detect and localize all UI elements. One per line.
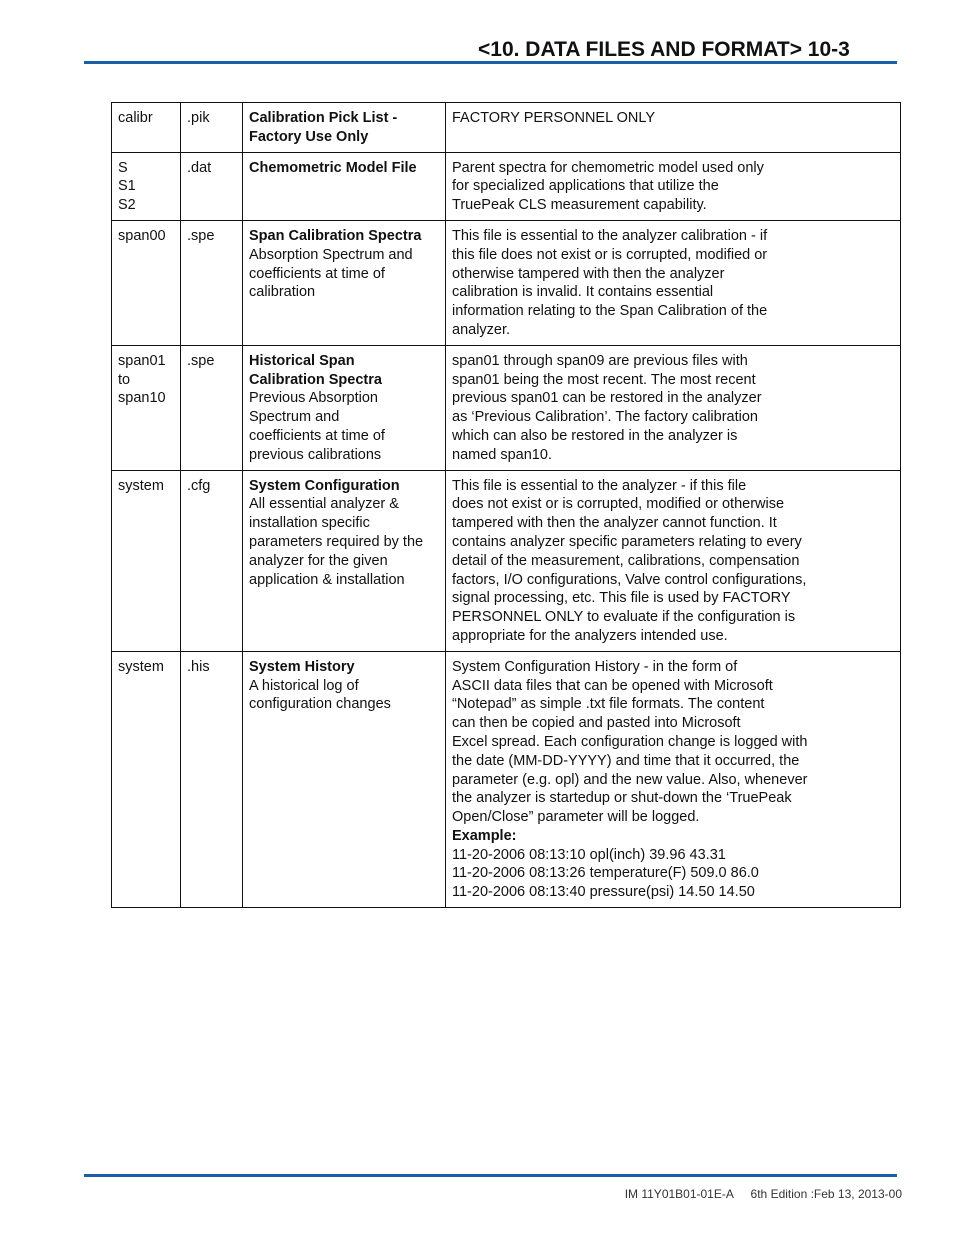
text-line: System Configuration History - in the form of (452, 658, 738, 675)
text-line: calibr (118, 110, 153, 126)
table-row (112, 103, 901, 153)
cell-extension (181, 103, 243, 153)
text-line: system (118, 658, 164, 675)
data-files-table (111, 102, 901, 908)
cell-details (446, 345, 901, 470)
text-line: does not exist or is corrupted, modified or otherwise (452, 496, 785, 513)
cell-filename (112, 651, 181, 907)
text-line: coefficients at time of (249, 427, 385, 444)
text-line: Chemometric Model File (249, 159, 417, 176)
cell-extension (181, 152, 243, 220)
text-line: ASCII data files that can be opened with Microsoft (452, 677, 773, 694)
text-line: Calibration Pick List - (249, 110, 398, 126)
extension-text: .spe (187, 352, 215, 369)
extension-text: .dat (187, 159, 212, 176)
table-row (112, 152, 901, 220)
text-line: as ‘Previous Calibration’. The factory calibration (452, 409, 758, 426)
cell-filename (112, 103, 181, 153)
cell-description (243, 220, 446, 345)
text-line: Spectrum and (249, 409, 340, 426)
text-line: configuration changes (249, 696, 391, 713)
cell-details (446, 220, 901, 345)
text-line: This file is essential to the analyzer - if this file (452, 477, 747, 494)
text-line: previous calibrations (249, 446, 382, 463)
text-line: appropriate for the analyzers intended use. (452, 627, 728, 644)
extension-text: .pik (187, 110, 210, 126)
text-line: PERSONNEL ONLY to evaluate if the configuration is (452, 609, 796, 626)
text-line: system (118, 477, 164, 494)
text-line: “Notepad” as simple .txt file formats. The content (452, 696, 765, 713)
extension-text: .his (187, 658, 210, 675)
text-line: signal processing, etc. This file is used by FACTORY (452, 590, 791, 607)
text-line: FACTORY PERSONNEL ONLY (452, 110, 656, 126)
table-body (112, 103, 901, 908)
cell-filename (112, 220, 181, 345)
text-line: for specialized applications that utilize the (452, 178, 719, 195)
table-row (112, 651, 901, 907)
footer-doc-id: IM 11Y01B01-01E-A (624, 1187, 734, 1201)
cell-extension (181, 470, 243, 651)
text-line: the date (MM-DD-YYYY) and time that it occurred, the (452, 752, 800, 769)
text-line: All essential analyzer & (249, 496, 399, 513)
text-line: Span Calibration Spectra (249, 227, 422, 244)
cell-description (243, 651, 446, 907)
text-line: named span10. (452, 446, 552, 463)
cell-extension (181, 220, 243, 345)
cell-details (446, 470, 901, 651)
text-line: otherwise tampered with then the analyzer (452, 265, 725, 282)
text-line: parameter (e.g. opl) and the new value. Also, whenever (452, 771, 808, 788)
text-line: parameters required by the (249, 533, 424, 550)
text-line: Factory Use Only (249, 128, 369, 145)
text-line: this file does not exist or is corrupted, modified or (452, 246, 768, 263)
text-line: span01 through span09 are previous files with (452, 352, 748, 369)
text-line: Open/Close” parameter will be logged. (452, 809, 700, 826)
text-line: 11-20-2006 08:13:26 temperature(F) 509.0 86.0 (452, 865, 759, 882)
text-line: calibration is invalid. It contains essential (452, 284, 714, 301)
text-line: S (118, 159, 128, 176)
text-line: calibration (249, 284, 316, 301)
text-line: span10 (118, 390, 166, 407)
text-line: factors, I/O configurations, Valve control configurations, (452, 571, 807, 588)
page-title: <10. DATA FILES AND FORMAT> 10-3 (478, 38, 850, 61)
cell-extension (181, 345, 243, 470)
table-row (112, 345, 901, 470)
text-line: S2 (118, 197, 136, 214)
cell-description (243, 152, 446, 220)
text-line: application & installation (249, 571, 405, 588)
text-line: detail of the measurement, calibrations, compensation (452, 552, 800, 569)
footer (625, 1187, 902, 1201)
text-line: System Configuration (249, 477, 400, 494)
cell-details (446, 103, 901, 153)
cell-details (446, 152, 901, 220)
text-line: A historical log of (249, 677, 359, 694)
text-line: the analyzer is startedup or shut-down the ‘TruePeak (452, 790, 792, 807)
text-line: 11-20-2006 08:13:10 opl(inch) 39.96 43.31 (452, 846, 726, 863)
text-line: S1 (118, 178, 136, 195)
cell-filename (112, 152, 181, 220)
text-line: Excel spread. Each configuration change is logged with (452, 733, 808, 750)
extension-text: .spe (187, 227, 215, 244)
text-line: which can also be restored in the analyzer is (452, 427, 738, 444)
text-line: span00 (118, 227, 166, 244)
text-line: information relating to the Span Calibration of the (452, 303, 768, 320)
cell-extension (181, 651, 243, 907)
text-line: Historical Span (249, 352, 355, 369)
text-line: Absorption Spectrum and (249, 246, 413, 263)
footer-divider (84, 1174, 897, 1177)
text-line: Parent spectra for chemometric model used only (452, 159, 764, 176)
text-line: This file is essential to the analyzer calibration - if (452, 227, 768, 244)
cell-details (446, 651, 901, 907)
text-line: tampered with then the analyzer cannot function. It (452, 515, 777, 532)
text-line: span01 being the most recent. The most recent (452, 371, 756, 388)
extension-text: .cfg (187, 477, 211, 494)
text-line: previous span01 can be restored in the analyzer (452, 390, 762, 407)
table-row (112, 470, 901, 651)
text-line: Previous Absorption (249, 390, 378, 407)
footer-edition: 6th Edition :Feb 13, 2013-00 (750, 1187, 902, 1201)
cell-filename (112, 470, 181, 651)
text-line: TruePeak CLS measurement capability. (452, 197, 707, 214)
text-line: analyzer. (452, 321, 511, 338)
table-row (112, 220, 901, 345)
text-line: Calibration Spectra (249, 371, 382, 388)
cell-filename (112, 345, 181, 470)
text-line: span01 (118, 352, 166, 369)
cell-description (243, 470, 446, 651)
text-line: installation specific (249, 515, 370, 532)
text-line: analyzer for the given (249, 552, 388, 569)
text-line: can then be copied and pasted into Microsoft (452, 715, 741, 732)
text-line: coefficients at time of (249, 265, 385, 282)
text-line: to (118, 371, 131, 388)
header-divider (84, 61, 897, 64)
cell-description (243, 345, 446, 470)
text-line: contains analyzer specific parameters relating to every (452, 533, 802, 550)
cell-description (243, 103, 446, 153)
text-line: System History (249, 658, 355, 675)
text-line: Example: (452, 827, 517, 844)
text-line: 11-20-2006 08:13:40 pressure(psi) 14.50 14.50 (452, 884, 755, 901)
